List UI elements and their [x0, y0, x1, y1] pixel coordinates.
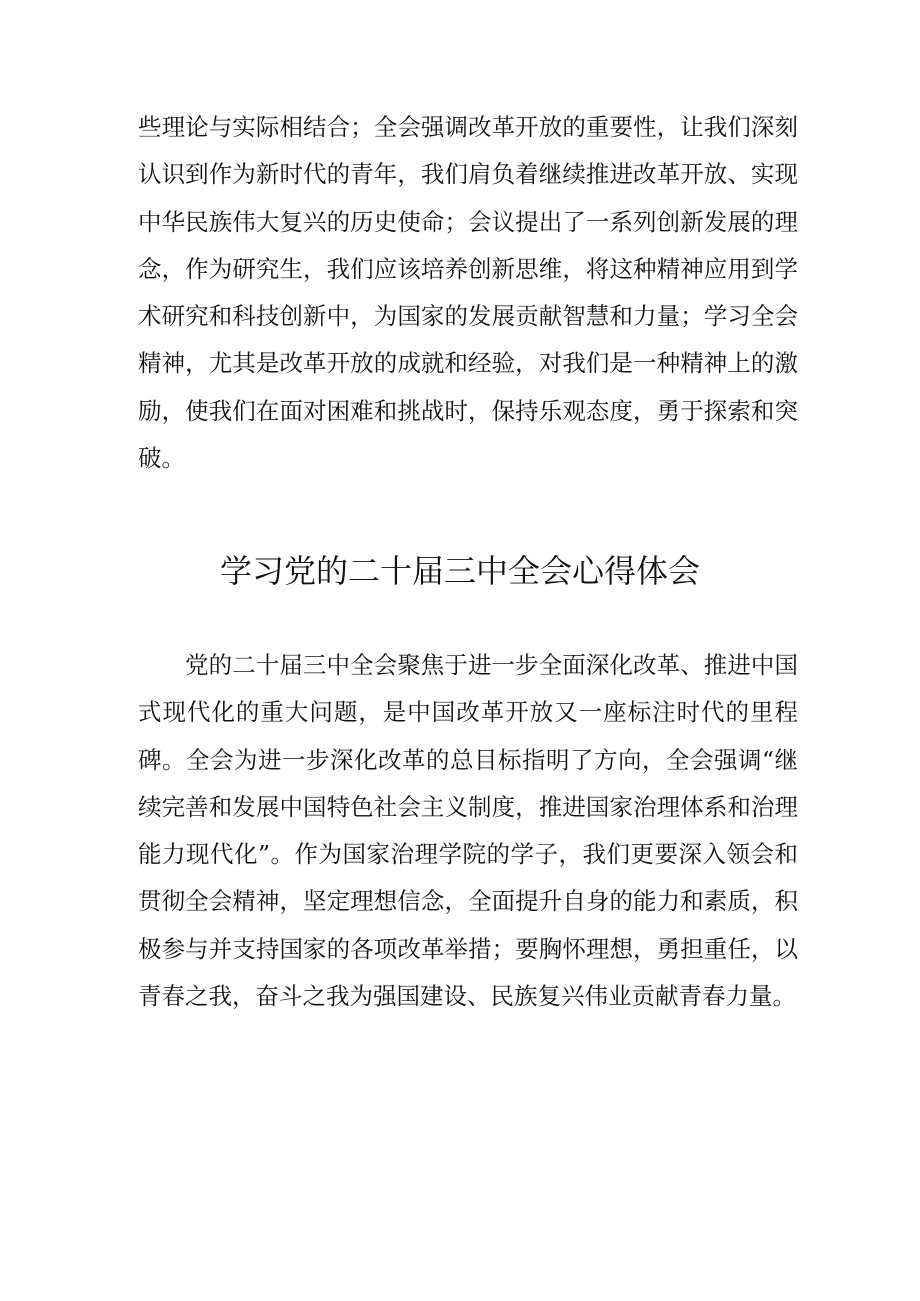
section-title: 学习党的二十届三中全会心得体会	[219, 552, 700, 590]
section-paragraph: 党的二十届三中全会聚焦于进一步全面深化改革、推进中国式现代化的重大问题，是中国改革开放又一座标注时代的里程碑。全会为进一步深化改革的总目标指明了方向，全会强调“继续完善和发展中国特色社会主义制度，推进国家治理体系和治理能力现代化”。作为国家治理学院的学子，我们更要深入领会和贯彻全会精神，坚定理想信念，全面提升自身的能力和素质，积极参与并支持国家的各项改革举措；要胸怀理想，勇担重任，以青春之我，奋斗之我为强国建设、民族复兴伟业贡献青春力量。	[138, 651, 798, 1011]
continued-paragraph: 些理论与实际相结合；全会强调改革开放的重要性，让我们深刻认识到作为新时代的青年，我们肩负着继续推进改革开放、实现中华民族伟大复兴的历史使命；会议提出了一系列创新发展的理念，作为研究生，我们应该培养创新思维，将这种精神应用到学术研究和科技创新中，为国家的发展贡献智慧和力量；学习全会精神，尤其是改革开放的成就和经验，对我们是一种精神上的激励，使我们在面对困难和挑战时，保持乐观态度，勇于探索和突破。	[138, 113, 798, 473]
